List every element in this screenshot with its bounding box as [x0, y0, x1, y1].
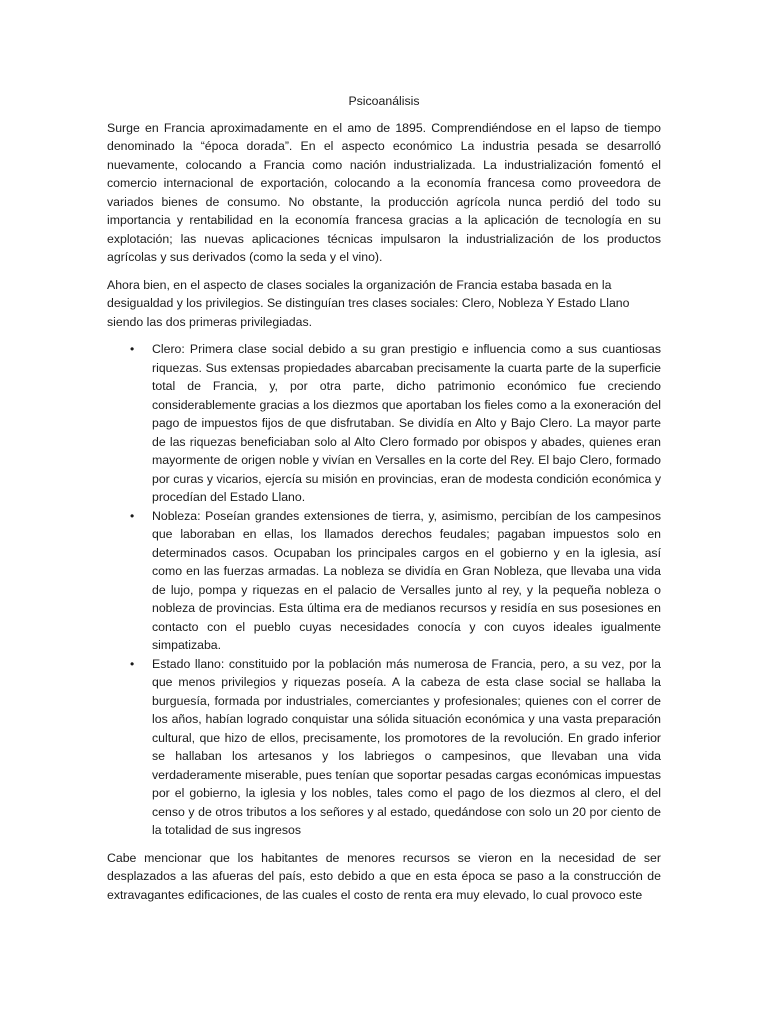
list-item-nobleza	[107, 507, 661, 655]
bullet-icon: •	[130, 656, 135, 671]
list-item-text: Nobleza: Poseían grandes extensiones de tierra, y, asimismo, percibían de los campesinos que laboraban en ellas, los llamados derechos feudales; pagaban impuestos solo en determinados casos. Ocupaban los principales cargos en el gobierno y en la iglesia, así como en las fuerzas armadas. La nobleza se dividía en Gran Nobleza, que llevaba una vida de lujo, pompa y riquezas en el palacio de Versalles junto al rey, y la pequeña nobleza o nobleza de provincias. Esta última era de medianos recursos y residía en sus posesiones en contacto con el pueblo cuyas necesidades conocía y con cuyos ideales igualmente simpatizaba.	[152, 508, 661, 652]
social-classes-list	[107, 340, 661, 840]
paragraph-social-classes: Ahora bien, en el aspecto de clases sociales la organización de Francia estaba basada en la desigualdad y los privilegios. Se distinguían tres clases sociales: Clero, Nobleza Y Estado Llano siendo las dos primeras privilegiadas.	[107, 277, 630, 329]
list-item-clero	[107, 340, 661, 507]
list-item-text: Estado llano: constituido por la población más numerosa de Francia, pero, a su vez, por la que menos privilegios y riquezas poseía. A la cabeza de esta clase social se hallaba la burguesía, formada por industriales, comerciantes y profesionales; quienes con el correr de los años, habían logrado conquistar una sólida situación económica y una vasta preparación cultural, que hizo de ellos, precisamente, los promotores de la revolución. En grado inferior se hallaban los artesanos y los labriegos o campesinos, que llevaban una vida verdaderamente miserable, pues tenían que soportar pesadas cargas económicas impuestas por el gobierno, la iglesia y los nobles, tales como el pago de los diezmos al clero, el del censo y de otros tributos a los señores y al estado, quedándose con solo un 20 por ciento de la totalidad de sus ingresos	[152, 656, 661, 837]
list-item-estado-llano	[107, 655, 661, 840]
bullet-icon: •	[130, 508, 135, 523]
bullet-icon: •	[130, 342, 135, 356]
document-title: Psicoanálisis	[348, 94, 420, 108]
paragraph-intro: Surge en Francia aproximadamente en el amo de 1895. Comprendiéndose en el lapso de tiempo denominado la “época dorada”. En el aspecto económico La industria pesada se desarrolló nuevamente, colocando a Francia como nación industrializada. La industrialización fomentó el comercio internacional de exportación, colocando a la economía francesa como proveedora de variados bienes de consumo. No obstante, la producción agrícola nunca perdió del todo su importancia y rentabilidad en la economía francesa gracias a la aplicación de tecnología en su explotación; las nuevas aplicaciones técnicas impulsaron la industrialización de los productos agrícolas y sus derivados (como la seda y el vino).	[107, 120, 661, 264]
paragraph-closing: Cabe mencionar que los habitantes de menores recursos se vieron en la necesidad de ser desplazados a las afueras del país, esto debido a que en esta época se paso a la construcción de extravagantes edificaciones, de las cuales el costo de renta era muy elevado, lo cual provoco este	[107, 850, 661, 902]
list-item-text: Clero: Primera clase social debido a su gran prestigio e influencia como a sus cuantiosas riquezas. Sus extensas propiedades abarcaban precisamente la cuarta parte de la superficie total de Francia, y, por otra parte, dicho patrimonio económico fue creciendo considerablemente gracias a los diezmos que aportaban los fieles como a la exoneración del pago de impuestos fijos de que disfrutaban. Se dividía en Alto y Bajo Clero. La mayor parte de las riquezas beneficiaban solo al Alto Clero formado por obispos y abades, quienes eran mayormente de origen noble y vivían en Versalles en la corte del Rey. El bajo Clero, formado por curas y vicarios, ejercía su misión en provincias, eran de modesta condición económica y procedían del Estado Llano.	[152, 342, 661, 504]
